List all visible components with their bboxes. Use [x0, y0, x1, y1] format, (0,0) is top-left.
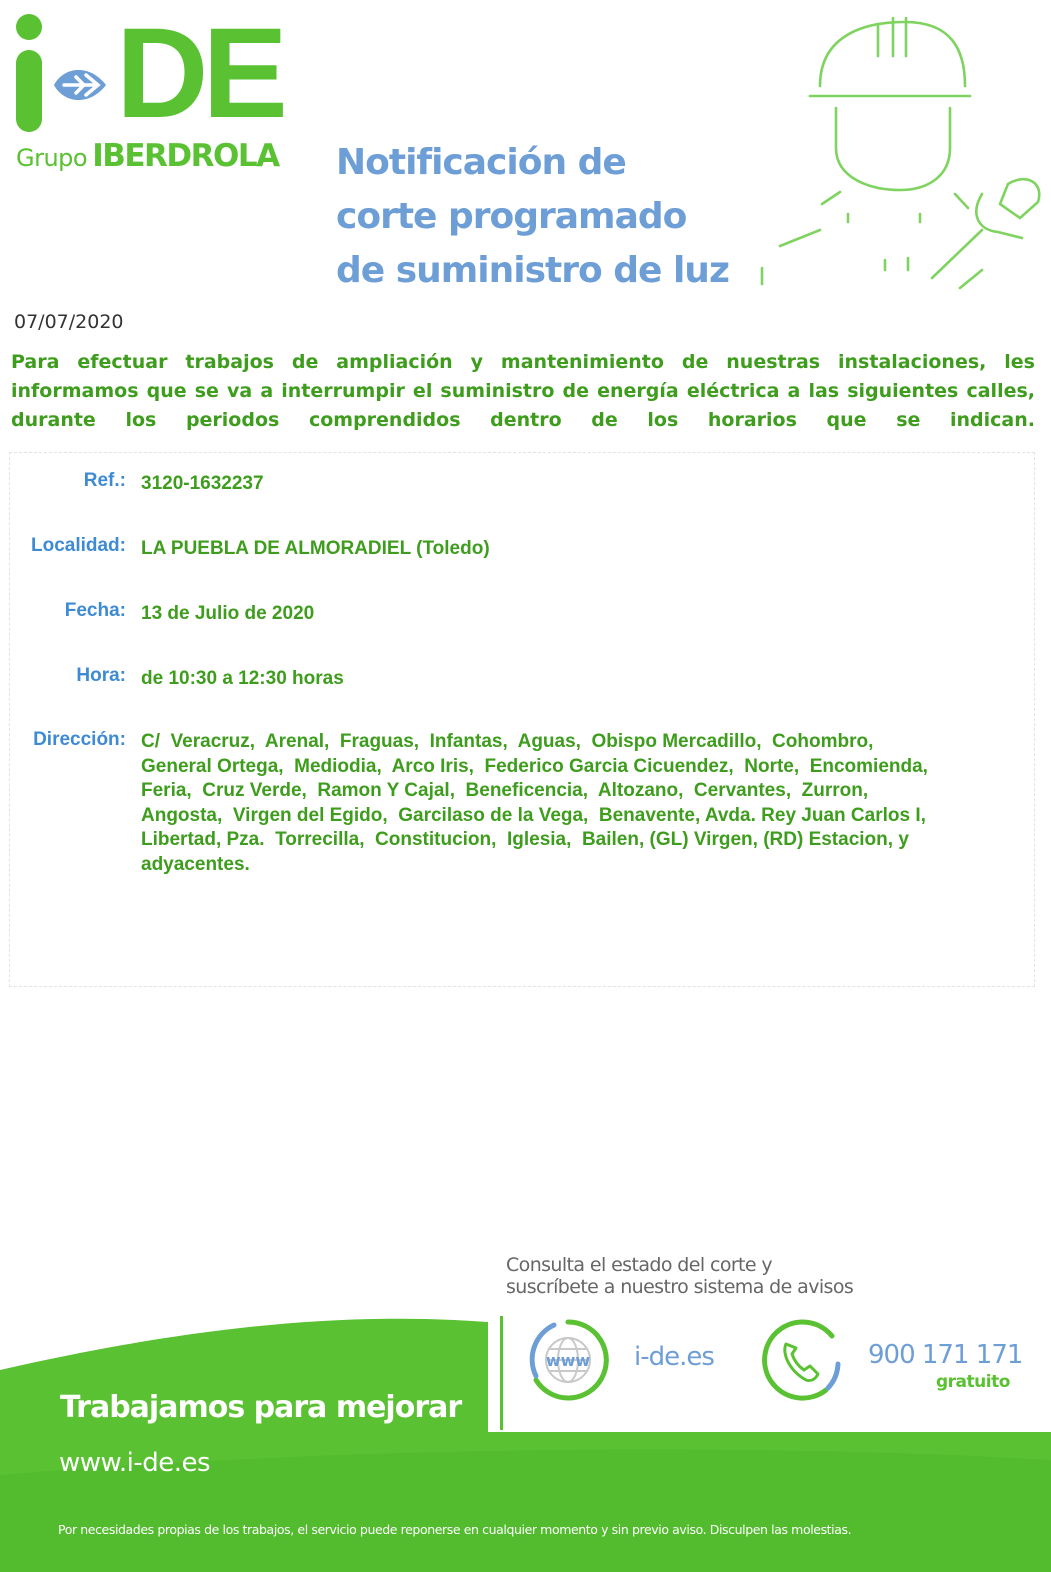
logo-de-text: DE [116, 2, 282, 145]
footer-disclaimer: Por necesidades propias de los trabajos, el servicio puede reponerse en cualquier momento y sin previo aviso. Disculpen las molestias. [58, 1522, 852, 1537]
promo-text [506, 1254, 853, 1298]
notice-date: 07/07/2020 [14, 311, 124, 333]
title-line: Notificación de [336, 142, 626, 183]
phone-icon[interactable] [756, 1316, 846, 1406]
footer-website[interactable]: www.i-de.es [59, 1448, 211, 1478]
outage-details [9, 452, 1035, 987]
promo-line: Consulta el estado del corte y [506, 1254, 773, 1276]
title-line: de suministro de luz [336, 250, 729, 291]
time-value: de 10:30 a 12:30 horas [141, 668, 344, 689]
footer-slogan: Trabajamos para mejorar [60, 1390, 462, 1425]
ide-logo [14, 2, 314, 185]
web-icon-text: www [545, 1351, 591, 1370]
locality-value: LA PUEBLA DE ALMORADIEL (Toledo) [141, 538, 490, 559]
address-line: General Ortega, Mediodia, Arco Iris, Federico Garcia Cicuendez, Norte, Encomienda, [141, 755, 928, 777]
date-label: Fecha: [64, 600, 126, 621]
ref-label: Ref.: [83, 470, 126, 491]
promo-panel [488, 1250, 1051, 1432]
logo-i-dot [16, 14, 42, 40]
phone-number[interactable]: 900 171 171 [868, 1340, 1023, 1370]
promo-line: suscríbete a nuestro sistema de avisos [506, 1276, 854, 1298]
notice-intro: Para efectuar trabajos de ampliación y mantenimiento de nuestras instalaciones, les informamos que se va a interrumpir el suministro de energía eléctrica a las siguientes calles, durante los periodos comprendidos dentro de los horarios que se indican. [11, 351, 1035, 431]
title-line: corte programado [336, 196, 687, 237]
address-line: adyacentes. [141, 853, 250, 875]
locality-label: Localidad: [30, 535, 126, 556]
time-label: Hora: [76, 665, 126, 686]
ref-value: 3120-1632237 [141, 473, 264, 494]
promo-divider [500, 1316, 503, 1430]
leaf-arrow-icon [50, 62, 108, 108]
address-line: C/ Veracruz, Arenal, Fraguas, Infantas, Aguas, Obispo Mercadillo, Cohombro, [141, 731, 874, 752]
address-line: Feria, Cruz Verde, Ramon Y Cajal, Beneficencia, Altozano, Cervantes, Zurron, [141, 780, 869, 801]
address-value [141, 730, 1001, 877]
phone-note: gratuito [936, 1372, 1010, 1392]
address-line: Libertad, Pza. Torrecilla, Constitucion, Iglesia, Bailen, (GL) Virgen, (RD) Estacion, y [141, 829, 909, 850]
address-line: Angosta, Virgen del Egido, Garcilaso de la Vega, Benavente, Avda. Rey Juan Carlos I, [141, 804, 926, 826]
logo-group-brand: IBERDROLA [92, 138, 279, 174]
date-value: 13 de Julio de 2020 [141, 603, 315, 624]
logo-i-stem [16, 50, 42, 132]
worker-helmet-wrench-icon [760, 8, 1050, 298]
page-title [336, 136, 766, 298]
address-label: Dirección: [33, 729, 126, 750]
globe-www-icon[interactable] [524, 1316, 612, 1404]
logo-group-name [16, 138, 279, 174]
web-link[interactable]: i-de.es [634, 1342, 714, 1372]
logo-group-prefix: Grupo [16, 144, 88, 172]
